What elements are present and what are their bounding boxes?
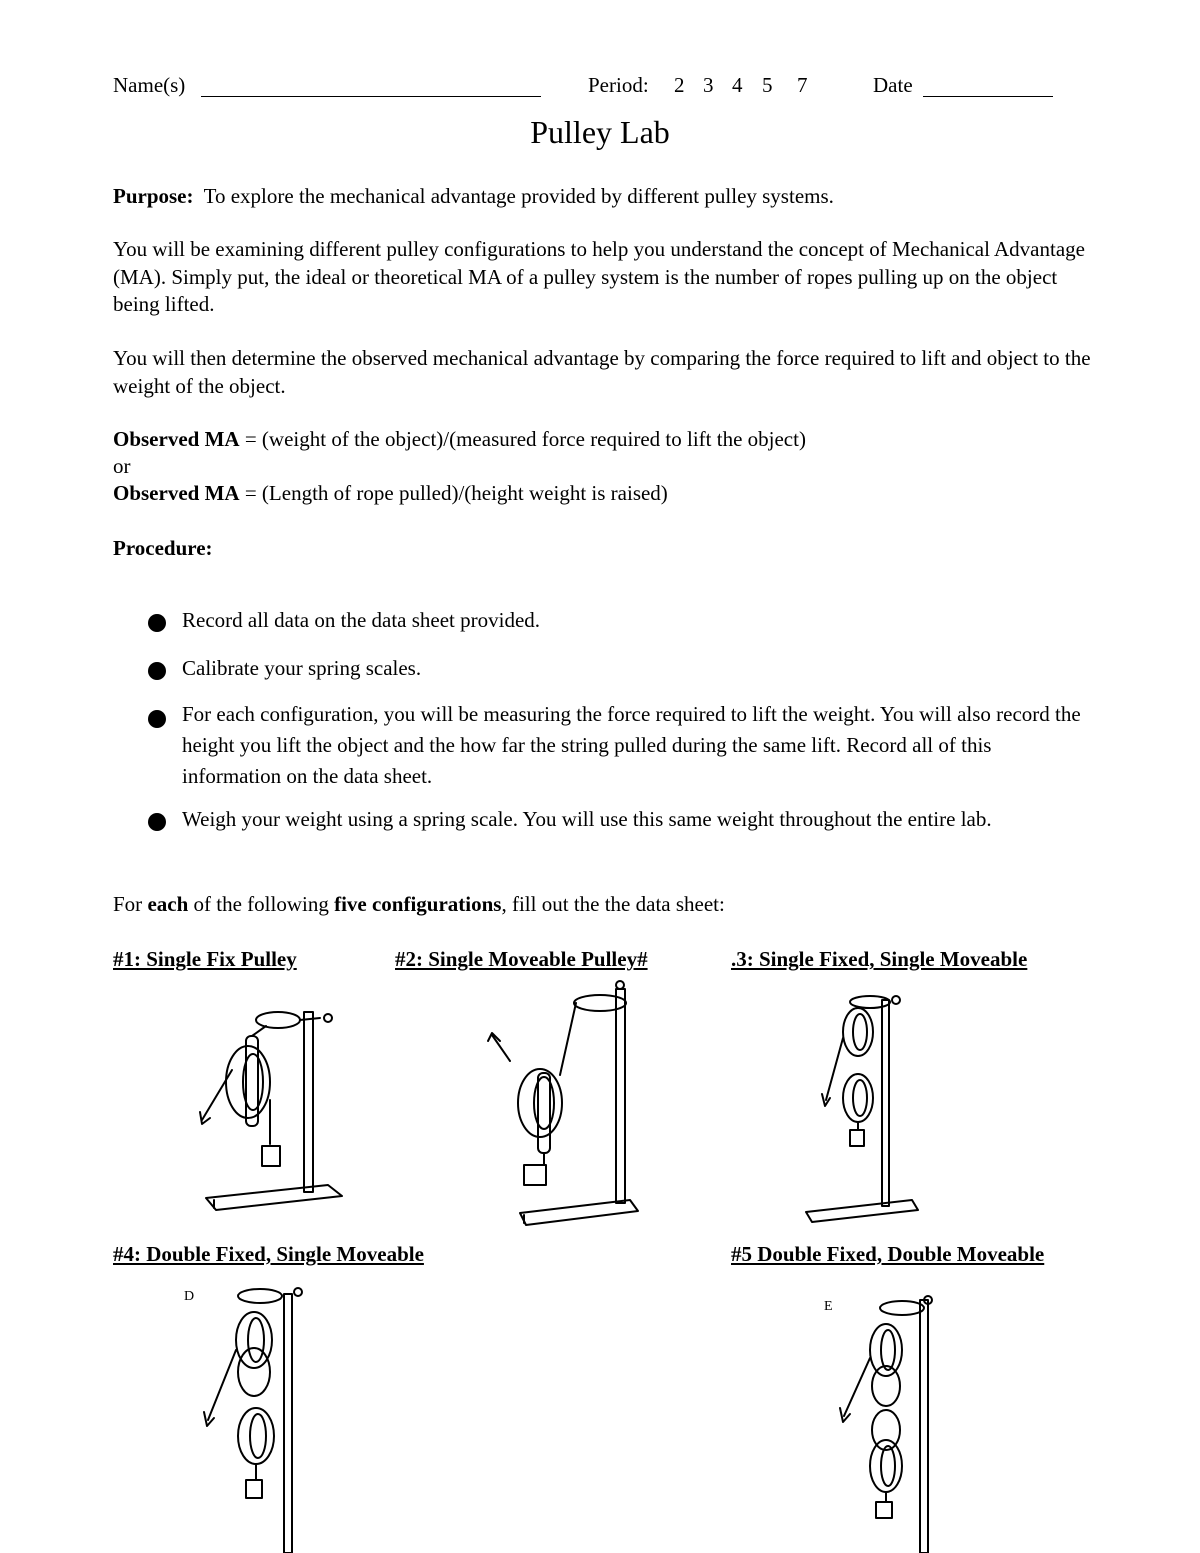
instruction-emphasis: five configurations [334, 892, 502, 916]
purpose-text: To explore the mechanical advantage provided by different pulley systems. [203, 184, 834, 208]
procedure-item-text: Calibrate your spring scales. [182, 656, 422, 680]
fixed-and-moveable-pulley-figure [800, 990, 930, 1235]
purpose-line [113, 184, 834, 209]
bullet-icon [148, 813, 166, 831]
instruction-text: For [113, 892, 148, 916]
names-blank[interactable] [201, 78, 541, 97]
config-5-heading: #5 Double Fixed, Double Moveable [731, 1242, 1045, 1266]
config-2-heading: #2: Single Moveable Pulley# [395, 947, 648, 971]
formula-2-label: Observed MA [113, 481, 240, 505]
figure-letter: E [824, 1299, 833, 1314]
formula-1-label: Observed MA [113, 427, 240, 451]
procedure-item-text: Record all data on the data sheet provided. [182, 608, 541, 632]
period-option-5[interactable]: 5 [762, 73, 773, 97]
period-option-3[interactable]: 3 [703, 73, 714, 97]
formula-2-eq: = (Length of rope pulled)/(height weight is raised) [244, 481, 668, 505]
page-title: Pulley Lab [530, 114, 670, 150]
config-1-heading: #1: Single Fix Pulley [113, 947, 297, 971]
formula-1 [113, 427, 806, 452]
date-label: Date [873, 73, 913, 97]
procedure-item-text: Weigh your weight using a spring scale. You will use this same weight throughout the entire lab. [182, 807, 992, 831]
instruction-emphasis: each [147, 892, 189, 916]
formula-1-eq: = (weight of the object)/(measured force required to lift the object) [244, 427, 806, 451]
instruction-text: , fill out the the data sheet: [501, 892, 725, 916]
period-option-7[interactable]: 7 [797, 73, 808, 97]
formula-or: or [113, 454, 131, 478]
purpose-label: Purpose: [113, 184, 194, 208]
figure-letter: D [184, 1289, 195, 1304]
instruction-text: of the following [188, 892, 335, 916]
single-fixed-pulley-figure [190, 1000, 360, 1220]
period-option-4[interactable]: 4 [732, 73, 743, 97]
double-fixed-double-moveable-figure [810, 1290, 960, 1553]
instruction-line [113, 892, 725, 917]
date-blank[interactable] [923, 78, 1053, 97]
intro-paragraph-2: You will then determine the observed mechanical advantage by comparing the force required to lift and object to the weight of the object. [113, 346, 1091, 398]
bullet-icon [148, 710, 166, 728]
bullet-icon [148, 614, 166, 632]
double-fixed-single-moveable-figure [180, 1280, 340, 1553]
config-3-heading: .3: Single Fixed, Single Moveable [731, 947, 1028, 971]
procedure-label: Procedure: [113, 536, 213, 560]
procedure-item-text: For each configuration, you will be measuring the force required to lift the weight. You will also record the height you lift the object and the how far the string pulled during the same lift. Record all of this information on the data sheet. [182, 702, 1081, 788]
bullet-icon [148, 662, 166, 680]
period-label: Period: [588, 73, 649, 97]
names-label: Name(s) [113, 73, 186, 97]
formula-2 [113, 481, 668, 506]
single-moveable-pulley-figure [480, 975, 650, 1235]
intro-paragraph-1: You will be examining different pulley configurations to help you understand the concept of Mechanical Advantage (MA). Simply put, the ideal or theoretical MA of a pulley system is the number of ropes pulling up on the object being lifted. [113, 237, 1085, 316]
config-4-heading: #4: Double Fixed, Single Moveable [113, 1242, 424, 1266]
period-option-2[interactable]: 2 [674, 73, 685, 97]
